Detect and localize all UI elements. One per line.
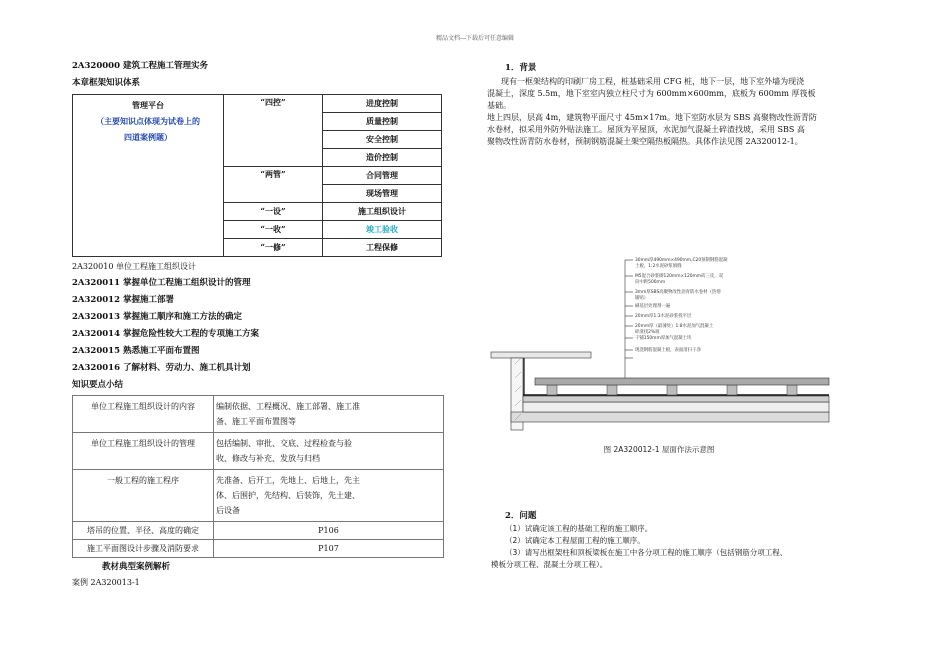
fig-label: 向中距500mm (635, 280, 666, 285)
bg-line: 地上四层，层高 4m，建筑物平面尺寸 45m×17m。地下室防水层为 SBS 高聚物改性沥青防 (487, 113, 817, 122)
fig-label: 铺贴） (635, 296, 649, 301)
bg-line: 混凝土，深度 5.5m，地下室室内独立柱尺寸为 600mm×600mm，底板为 600mm 厚筏板基础。 (487, 89, 816, 110)
question-line: （1）试确定该工程的基础工程的施工顺序。 (505, 524, 653, 533)
platform-note-1: （主要知识点体现为试卷上的 (96, 116, 200, 126)
summary-topic: 单位工程施工组织设计的内容 (73, 396, 214, 433)
framework-table (72, 94, 442, 257)
right-column (487, 60, 817, 148)
summary-detail: P106 (214, 522, 444, 540)
fig-label: 土板，1:2水泥砂浆填缝 (635, 264, 682, 269)
framework-heading: 本章框架知识体系 (72, 78, 141, 88)
group-item: 工程保修 (323, 239, 442, 257)
detail-line: 编制依据、工程概况、施工部署、施工准 (216, 402, 360, 411)
section-item: 2A320012 掌握施工部署 (72, 295, 174, 305)
group-item: 造价控制 (323, 149, 442, 167)
summary-detail: P107 (214, 540, 444, 558)
detail-line: 先准备、后开工，先地上、后地上，先主 (216, 476, 360, 485)
group-item: 现场管理 (323, 185, 442, 203)
platform-cell (73, 95, 224, 257)
detail-line: 体、后围护，先结构、后装饰，先土建、 (216, 491, 360, 500)
summary-table (72, 395, 444, 558)
fig-label: 30mm厚490mm×490mm,C20预制钢筋混凝 (635, 258, 728, 263)
group-item: 竣工验收 (323, 221, 442, 239)
question-line: （2）试确定本工程屋面工程的施工顺序。 (505, 536, 645, 545)
summary-topic: 单位工程施工组织设计的管理 (73, 433, 214, 470)
fig-label: M5混合砂浆砌120mm×120mm砖三皮，双 (635, 274, 724, 279)
summary-detail (214, 396, 444, 433)
group-name: “两管” (224, 167, 323, 203)
figure-caption: 图 2A320012-1 屋面作法示意图 (603, 445, 715, 454)
summary-topic: 施工平面图设计步骤及消防要求 (73, 540, 214, 558)
summary-topic: 一般工程的施工程序 (73, 470, 214, 522)
detail-line: 收、修改与补充、发放与归档 (216, 454, 320, 463)
questions (491, 510, 825, 571)
table-row (73, 396, 444, 433)
fig-label: 碎渣找2%坡 (635, 330, 660, 335)
question-line: 模板分项工程、混凝土分项工程）。 (491, 560, 608, 569)
group-item: 进度控制 (323, 95, 442, 113)
detail-line: 后设备 (216, 506, 240, 515)
section-item: 2A320013 掌握施工顺序和施工方法的确定 (72, 312, 242, 322)
group-name: “一修” (224, 239, 323, 257)
group-item: 安全控制 (323, 131, 442, 149)
detail-line: 备、施工平面布置图等 (216, 417, 296, 426)
table-row (73, 540, 444, 558)
question-line: （3）请写出框架柱和顶板梁板在施工中各分项工程的施工顺序（包括钢筋分项工程、 (505, 548, 788, 557)
section-list (72, 277, 444, 375)
roof-section-drawing (487, 252, 832, 462)
group-name: “四控” (224, 95, 323, 167)
table-row (73, 470, 444, 522)
section-title: 2A320010 单位工程施工组织设计 (72, 262, 196, 271)
fig-label: 刷基层处理剂一遍 (635, 304, 671, 309)
fig-label: 现浇钢筋混凝土板，表面清扫干净 (635, 348, 701, 353)
bg-line: 现有一框架结构的印刷厂房工程，桩基础采用 CFG 桩，地下一层，地下室外墙为现浇 (501, 77, 805, 86)
group-item: 合同管理 (323, 167, 442, 185)
case-label: 案例 2A320013-1 (72, 578, 140, 587)
summary-topic: 塔吊的位置、半径、高度的确定 (73, 522, 214, 540)
group-item: 质量控制 (323, 113, 442, 131)
platform-note-2: 四道案例题） (124, 132, 172, 142)
section-item: 2A320016 了解材料、劳动力、施工机具计划 (72, 363, 251, 373)
questions-heading: 2．问题 (505, 511, 537, 521)
platform-label: 管理平台 (132, 100, 164, 110)
chapter-title: 2A320000 建筑工程施工管理实务 (72, 61, 208, 71)
group-item: 施工组织设计 (323, 203, 442, 221)
fig-label: 20mm厚1:3水泥砂浆找平层 (635, 314, 692, 319)
section-item: 2A320014 掌握危险性较大工程的专项施工方案 (72, 329, 259, 339)
section-item: 2A320015 熟悉施工平面布置图 (72, 346, 200, 356)
table-row (73, 522, 444, 540)
summary-detail (214, 470, 444, 522)
summary-heading: 知识要点小结 (72, 380, 124, 390)
fig-label: 3mm厚SBS高聚物改性沥青防水卷材（热熔 (635, 290, 721, 295)
table-row (73, 433, 444, 470)
background-heading: 1．背景 (505, 63, 537, 73)
detail-line: 包括编制、审批、交底、过程检查与验 (216, 439, 352, 448)
bg-line: 聚物改性沥青防水卷材，预制钢筋混凝土架空隔热板隔热。具体作法见图 2A320012-1。 (487, 137, 803, 146)
summary-detail (214, 433, 444, 470)
group-name: “一设” (224, 203, 323, 221)
case-heading: 教材典型案例解析 (102, 562, 171, 572)
fig-label: 干铺150mm厚加气混凝土块 (635, 336, 692, 341)
bg-line: 水卷材，拟采用外防外贴法施工。屋顶为平屋顶，水泥加气混凝土碎渣找坡，采用 SBS 高 (487, 125, 805, 134)
section-item: 2A320011 掌握单位工程施工组织设计的管理 (72, 278, 251, 288)
fig-label: 20mm厚（最薄处）1:8水泥加气混凝土 (635, 324, 714, 329)
roof-detail-figure (487, 252, 832, 462)
left-column (72, 60, 444, 589)
group-name: “一收” (224, 221, 323, 239)
background-text (487, 76, 817, 148)
header-note: 精品文档---下载后可任意编辑 (435, 35, 515, 42)
